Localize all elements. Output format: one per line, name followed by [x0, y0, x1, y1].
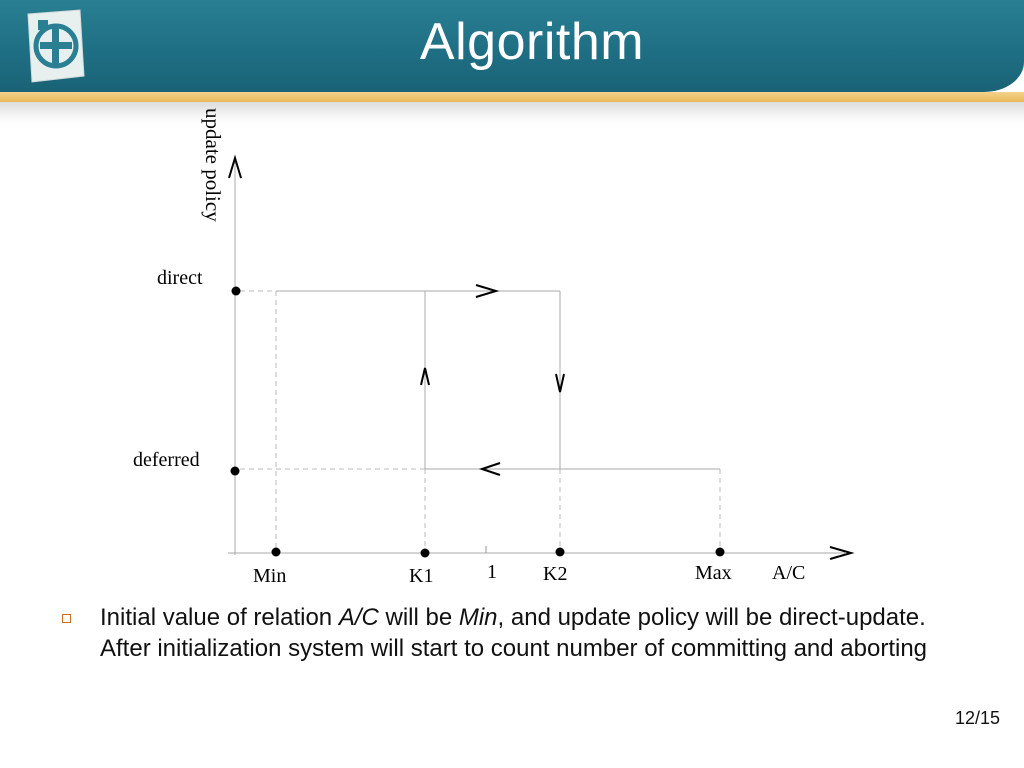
dot-direct — [232, 287, 241, 296]
dot-k1 — [421, 549, 430, 558]
x-axis-label: A/C — [772, 562, 806, 584]
policy-lines — [276, 291, 720, 469]
label-k1: K1 — [409, 565, 434, 587]
bullet-text-part: , and update policy will be direct-update. After initialization system will start to count number of committing and aborting — [100, 604, 928, 662]
label-min: Min — [253, 565, 287, 587]
bullet-marker-icon — [62, 614, 71, 623]
page-title: Algorithm — [419, 13, 645, 71]
dot-k2 — [556, 548, 565, 557]
label-k2: K2 — [543, 563, 568, 585]
label-max: Max — [695, 562, 732, 584]
label-1: 1 — [487, 561, 497, 583]
label-direct: direct — [157, 267, 203, 289]
bullet-text-part: Initial value of relation — [100, 604, 339, 631]
bullet-text — [100, 602, 970, 664]
bullet-text-italic-ac: A/C — [338, 604, 379, 631]
dot-max — [716, 548, 725, 557]
dashed-guides — [240, 291, 720, 552]
bullet-text-part: will be — [378, 604, 459, 631]
dot-deferred — [231, 467, 240, 476]
y-axis-label: update policy — [201, 108, 225, 222]
label-deferred: deferred — [133, 449, 200, 471]
bullet-text-italic-min: Min — [458, 604, 498, 631]
page-number: 12/15 — [954, 708, 1000, 728]
dot-min — [272, 548, 281, 557]
